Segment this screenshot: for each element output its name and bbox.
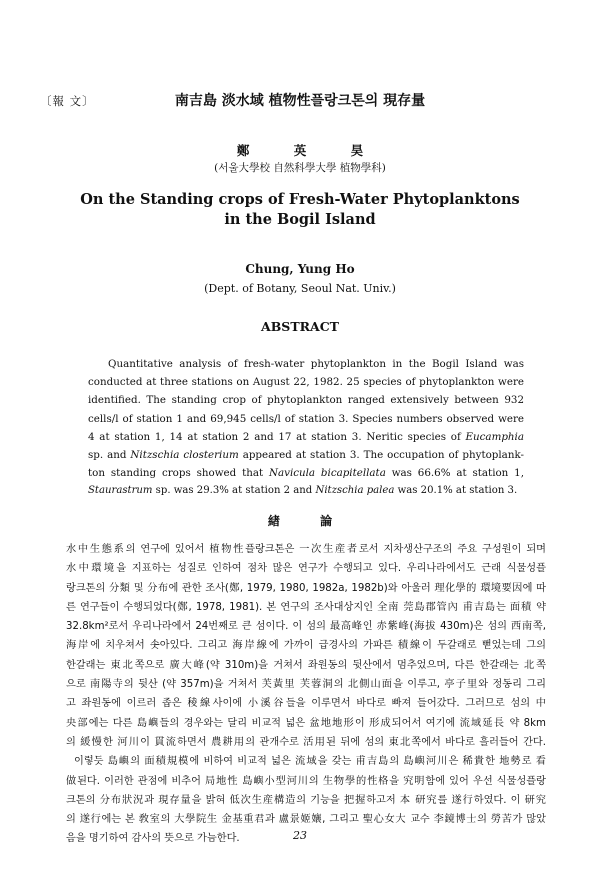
abstract-line (88, 446, 524, 464)
introduction-line: 한갈래는 東北쪽으로 廣大峰(약 310m)을 거쳐서 좌원동의 뒷산에서 멈추었으며, 다른 한갈래는 北쪽 (66, 659, 546, 671)
english-title-line-2: in the Bogil Island (224, 211, 376, 228)
abstract-line (88, 373, 524, 391)
introduction-line: 으로 南陽寺의 뒷산 (약 357m)을 거쳐서 芙黃里 芙蓉洞의 北側山面을 이루고, 亭子里와 정동리 그리 (66, 679, 546, 691)
page-number: 23 (293, 829, 307, 842)
introduction-line: 海岸에 치우쳐서 솟아있다. 그리고 海岸線에 가까이 급경사의 가파른 積線이 두갈래로 뻗었는데 그의 (66, 640, 546, 652)
abstract-text: was 66.6% at station 1, (385, 467, 524, 480)
introduction-line: 고 좌원동에 이르러 좁은 稜線사이에 小溪谷들을 이루면서 바다로 빠져 들어갔다. 그러므로 섬의 中 (66, 698, 546, 710)
abstract-text: conducted at three stations on August 22, 1982. 25 species of phytoplankton were (88, 376, 524, 389)
abstract-text: cells/l of station 1 and 69,945 cells/l of station 3. Species numbers observed were (88, 412, 524, 425)
introduction-line: 央部에는 다른 島嶼들의 경우와는 달리 비교적 넓은 盆地地形이 形成되어서 여기에 流域延長 약 8km (66, 717, 546, 729)
species-name: Nitzschia palea (315, 485, 395, 497)
abstract-text: identified. The standing crop of phytoplankton ranged extensively between 932 (88, 394, 524, 407)
introduction-line: 음을 명기하여 감사의 뜻으로 가늠한다. (66, 833, 240, 845)
introduction-line: 의 緩慢한 河川이 貫流하면서 農耕用의 관개수로 活用된 뒤에 섬의 東北쪽에서 바다로 흘러들어 간다. (66, 736, 546, 748)
species-name: Navicula bicapitellata (268, 467, 386, 480)
section-label: 〔報 文〕 (40, 94, 95, 108)
introduction-line: 의 遂行에는 본 敎室의 大學院生 金基重君과 盧景姬孃, 그리고 聖心女大 교수 李鏡博士의 勞苦가 많았 (66, 814, 546, 826)
abstract-text: was 20.1% at station 3. (394, 485, 518, 497)
abstract-text: sp. and (88, 449, 131, 462)
abstract-text: 4 at station 1, 14 at station 2 and 17 at station 3. Neritic species of (88, 430, 466, 443)
introduction-line: 做된다. 이러한 관점에 비추어 局地性 島嶼小型河川의 生物學的性格을 究明함에 있어 우선 식물성플랑 (66, 775, 546, 787)
korean-title: 南吉島 淡水域 植物性플랑크톤의 現存量 (174, 93, 426, 109)
abstract-body (88, 355, 524, 501)
english-title-line-1: On the Standing crops of Fresh-Water Phytoplanktons (80, 191, 520, 208)
abstract-line (88, 428, 524, 446)
introduction-line: 32.8km²로서 우리나라에서 24번째로 큰 섬이다. 이 섬의 最高峰인 赤紫峰(海拔 430m)은 섬의 西南쪽, (66, 621, 546, 633)
abstract-line (88, 464, 524, 482)
abstract-text: Quantitative analysis of fresh-water phytoplankton in the Bogil Island was (108, 358, 524, 370)
abstract-line (88, 391, 524, 409)
abstract-text: sp. was 29.3% at station 2 and (152, 485, 316, 497)
introduction-line: 이렇듯 島嶼의 面積規模에 비하여 비교적 넓은 流域을 갖는 甫吉島의 島嶼河川은 稀貴한 地勢로 看 (74, 756, 546, 768)
species-name: Eucamphia (465, 430, 524, 443)
abstract-line (88, 355, 524, 373)
introduction-line: 랑크톤의 分類 및 分布에 관한 조사(鄭, 1979, 1980, 1982a, 1982b)와 아울러 理化學的 環境要因에 따 (66, 582, 546, 594)
abstract-text: ton standing crops showed that (88, 467, 269, 480)
abstract-text: appeared at station 3. The occupation of phytoplank- (238, 449, 524, 462)
species-name: Nitzschia closterium (130, 449, 239, 462)
abstract-heading: ABSTRACT (261, 319, 339, 334)
abstract-line (88, 410, 524, 428)
introduction-line: 른 연구들이 수행되었다(鄭, 1978, 1981). 본 연구의 조사대상지인 全南 莞島郡管內 甫吉島는 面積 약 (66, 601, 546, 613)
introduction-body (66, 540, 546, 849)
introduction-heading: 緖 論 (267, 514, 351, 528)
author-korean: 鄭 英 昊 (236, 143, 384, 158)
abstract-line (88, 482, 524, 500)
affiliation-english: (Dept. of Botany, Seoul Nat. Univ.) (204, 282, 396, 295)
affiliation-korean: (서울大學校 自然科學大學 植物學科) (214, 162, 386, 174)
introduction-line: 크톤의 分布狀況과 現存量을 밝혀 低次生産構造의 기능을 把握하고저 本 研究를 遂行하였다. 이 研究 (66, 794, 546, 806)
introduction-line: 水中生態系의 연구에 있어서 植物性플랑크톤은 一次生産者로서 지차생산구조의 주요 구성원이 되며 (66, 544, 546, 555)
introduction-line: 水中環境을 지표하는 성질로 인하여 점차 많은 연구가 수행되고 있다. 우리나라에서도 근래 식물성플 (66, 563, 546, 575)
author-english: Chung, Yung Ho (245, 262, 355, 276)
species-name: Staurastrum (88, 485, 153, 497)
english-title (0, 190, 600, 230)
